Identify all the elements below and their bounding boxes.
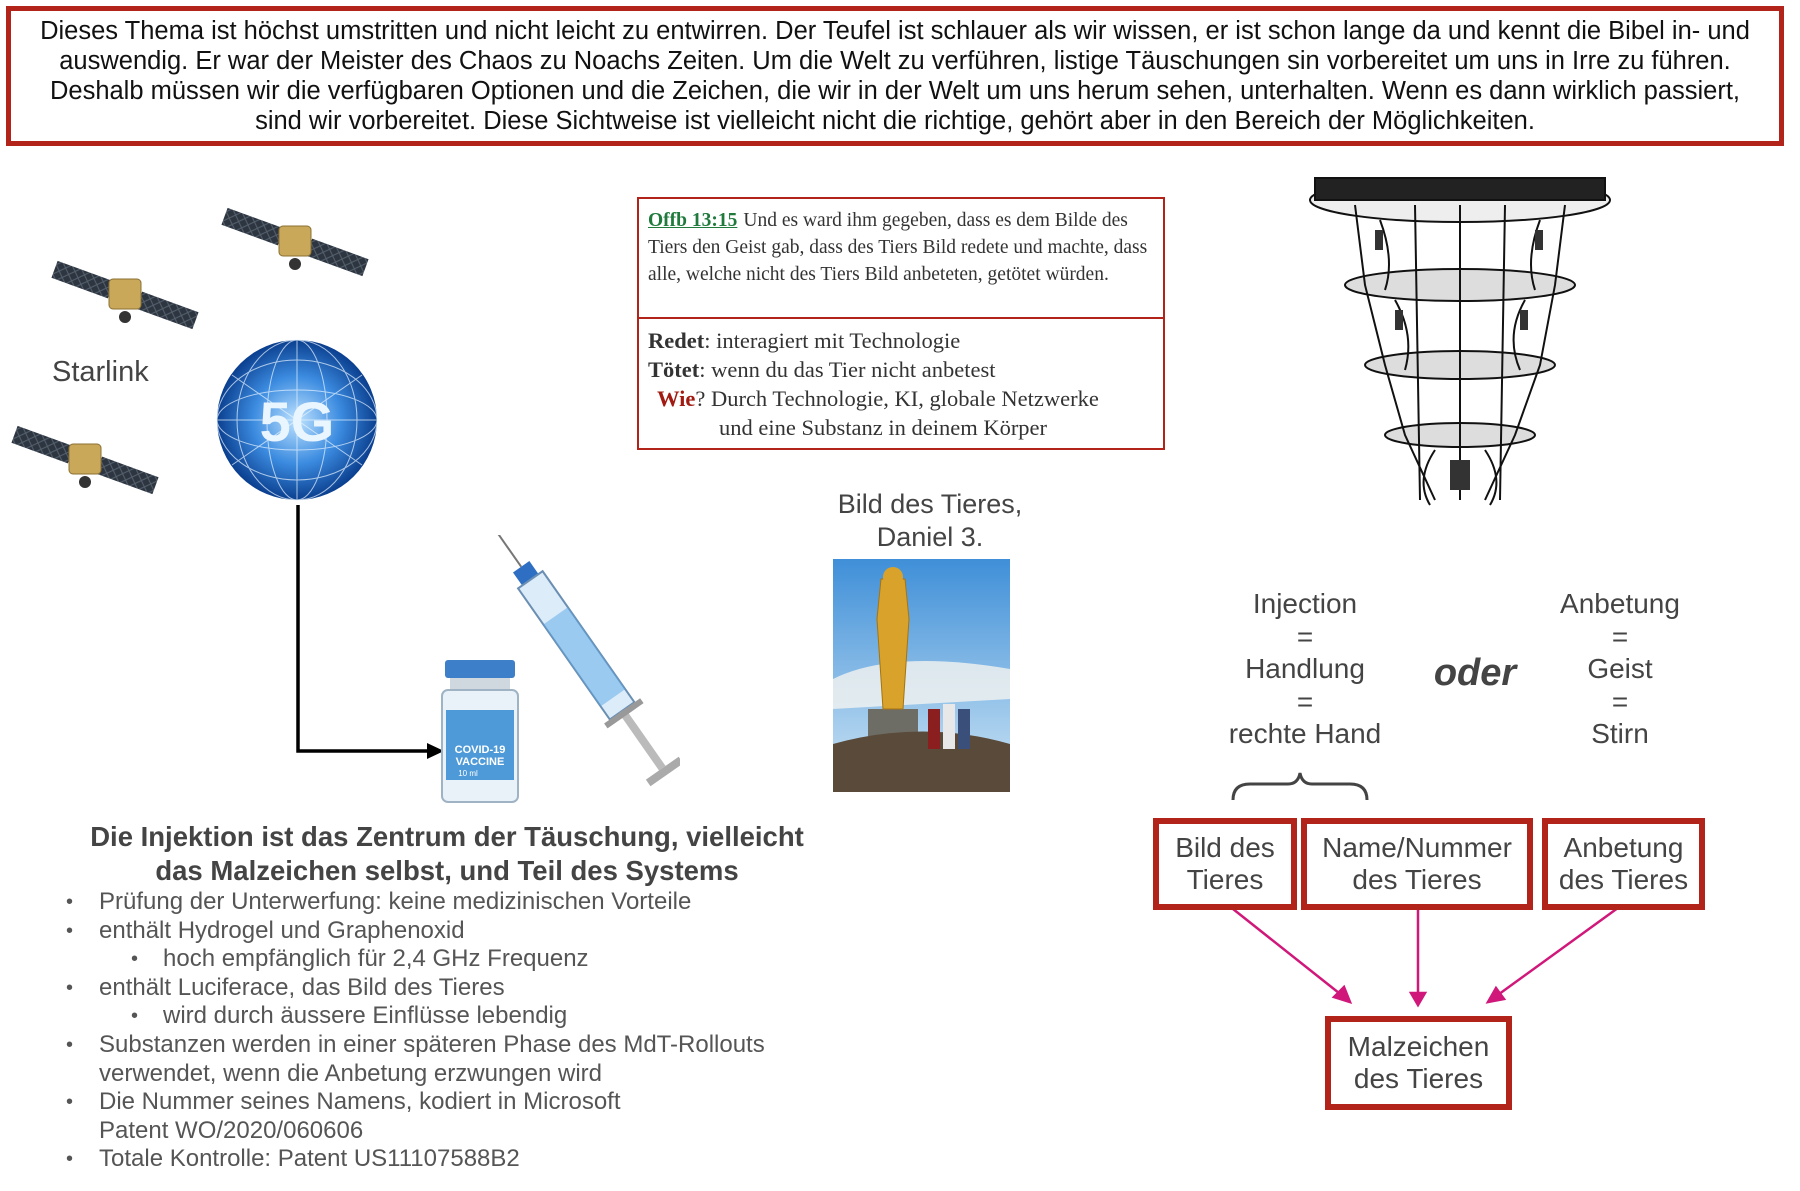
box-name-nummer (1301, 818, 1533, 910)
verse-text: Und es ward ihm gegeben, dass es dem Bilde des Tiers den Geist gab, dass des Tiers Bild redete und machte, dass alle, welche nicht des Tiers Bild anbeteten, getötet würden. (648, 210, 1148, 285)
box-bild-des-tieres (1153, 818, 1297, 910)
injection-title (62, 820, 832, 888)
intro-text: Dieses Thema ist höchst umstritten und nicht leicht zu entwirren. Der Teufel ist schlauer als wir wissen, er ist schon lange da und kennt die Bibel in- und auswendig. Er war der Meister des Chaos zu Noachs Zeiten. Um die Welt zu verführen, listige Täuschungen sin vorbereitet um uns in Irre zu führen. Deshalb müssen wir die verfügbaren Optionen und die Zeichen, die wir in der Welt um uns herum sehen, unterhalten. Wenn es dann wirklich passiert, sind wir vorbereitet. Diese Sichtweise ist vielleicht nicht die richtige, gehört aber in den Bereich der Möglichkeiten. (40, 17, 1750, 135)
bild-caption-line2: Daniel 3. (876, 522, 984, 552)
eq-right-4: = (1611, 685, 1629, 717)
box-bild-line2: Tieres (1186, 864, 1264, 895)
list-subitem: • hoch empfänglich für 2,4 GHz Frequenz (66, 945, 846, 974)
intro-banner (6, 6, 1784, 146)
eq-right-5: Stirn (1591, 718, 1649, 749)
oder-label: oder (1433, 652, 1517, 694)
anbetung-equation (1520, 588, 1720, 751)
verse-quote (639, 199, 1163, 319)
svg-text:10 ml: 10 ml (458, 769, 478, 778)
satellite-3 (11, 426, 158, 494)
golden-statue-image (833, 559, 1010, 792)
list-item: • Prüfung der Unterwerfung: keine medizinischen Vorteile (66, 888, 846, 917)
box-anb-line1: Anbetung (1563, 832, 1684, 863)
eq-left-1: Injection (1252, 588, 1358, 619)
eq-right-3: Geist (1587, 653, 1653, 684)
eq-left-2: = (1296, 620, 1314, 652)
5g-label: 5G (259, 390, 335, 453)
injection-bullet-list (66, 888, 846, 1174)
box-mal-line1: Malzeichen (1347, 1031, 1490, 1062)
wie-text: ? Durch Technologie, KI, globale Netzwerke (695, 386, 1099, 411)
curly-brace (1230, 770, 1370, 802)
box-malzeichen (1325, 1016, 1512, 1110)
bible-verse-box (637, 197, 1165, 450)
svg-text:VACCINE: VACCINE (455, 756, 505, 768)
svg-text:COVID-19: COVID-19 (454, 744, 506, 756)
verse-reference-link[interactable]: Offb 13:15 (648, 210, 738, 231)
redet-label: Redet (648, 328, 705, 353)
injection-title-line1: Die Injektion ist das Zentrum der Täuschung, vielleicht (90, 821, 804, 852)
wie-label: Wie (657, 386, 696, 411)
verse-interpretation (639, 319, 1163, 449)
list-item-line: • Die Nummer seines Namens, kodiert in Microsoft (99, 1088, 621, 1116)
eq-right-2: = (1611, 620, 1629, 652)
eq-left-3: Handlung (1245, 653, 1365, 684)
list-subitem: • wird durch äussere Einflüsse lebendig (66, 1002, 846, 1031)
list-item: • Totale Kontrolle: Patent US11107588B2 (66, 1145, 846, 1174)
box-name-line2: des Tieres (1352, 864, 1482, 895)
box-bild-line1: Bild des (1175, 832, 1275, 863)
satellite-2 (51, 261, 198, 329)
list-item: • enthält Luciferace, das Bild des Tieres (66, 974, 846, 1003)
list-item-line: • Substanzen werden in einer späteren Phase des MdT-Rollouts (99, 1030, 765, 1058)
injection-title-line2: das Malzeichen selbst, und Teil des Systems (155, 855, 739, 886)
totet-text: : wenn du das Tier nicht anbetest (699, 357, 996, 382)
wie-text-continued: und eine Substanz in deinem Körper (719, 415, 1048, 440)
list-item: • enthält Hydrogel und Graphenoxid (66, 917, 846, 946)
eq-left-5: rechte Hand (1228, 718, 1382, 749)
eq-right-1: Anbetung (1560, 588, 1680, 619)
list-item (66, 1088, 846, 1145)
box-anb-line2: des Tieres (1558, 864, 1689, 895)
list-item (66, 1031, 846, 1088)
starlink-label: Starlink (52, 356, 149, 388)
5g-globe-graphic (212, 335, 382, 505)
list-item-line: Patent WO/2020/060606 (99, 1116, 364, 1144)
bild-caption-line1: Bild des Tieres, (837, 489, 1023, 519)
bild-caption (815, 488, 1045, 554)
list-item-line: verwendet, wenn die Anbetung erzwungen wird (99, 1059, 602, 1087)
globe-to-vaccine-arrow (290, 505, 450, 775)
injection-equation (1205, 588, 1405, 751)
redet-text: : interagiert mit Technologie (704, 328, 961, 353)
vaccine-graphic (430, 535, 680, 815)
box-name-line1: Name/Nummer (1322, 832, 1512, 863)
satellite-1 (221, 208, 368, 276)
box-anbetung (1542, 818, 1705, 910)
totet-label: Tötet (648, 357, 700, 382)
box-mal-line2: des Tieres (1353, 1063, 1484, 1094)
quantum-computer-graphic (1295, 160, 1615, 540)
arrows-to-malzeichen (1150, 905, 1720, 1020)
eq-left-4: = (1296, 685, 1314, 717)
vaccine-vial-icon (442, 660, 518, 802)
